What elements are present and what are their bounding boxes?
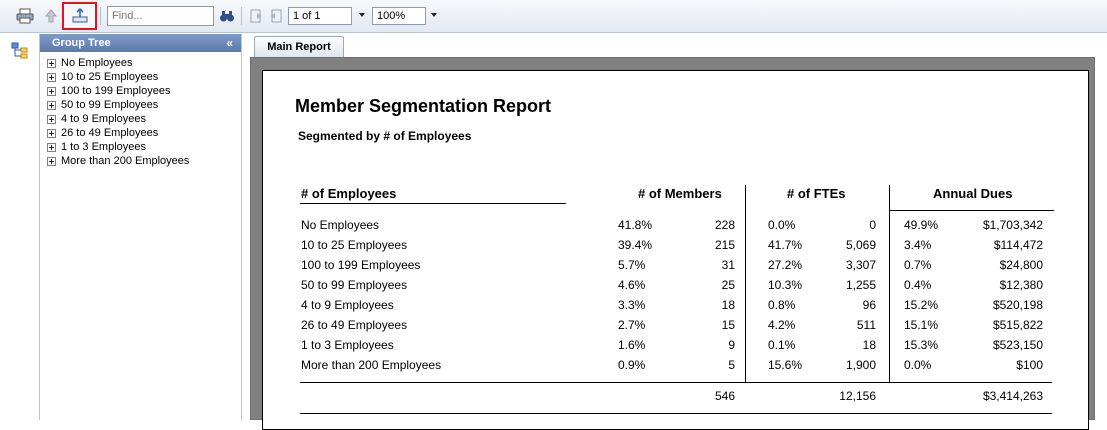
up-button[interactable] <box>40 5 62 27</box>
report-title: Member Segmentation Report <box>295 96 552 116</box>
cell-mem-cnt: 228 <box>714 218 735 232</box>
binoculars-icon <box>219 9 235 23</box>
zoom-select[interactable]: 100% <box>372 7 426 25</box>
tree-item-label[interactable]: 10 to 25 Employees <box>61 70 159 83</box>
toolbar-separator <box>241 7 242 25</box>
tree-item-label[interactable]: 50 to 99 Employees <box>61 98 159 111</box>
tree-item[interactable] <box>47 140 241 154</box>
cell-fte-cnt: 3,307 <box>845 258 876 272</box>
cell-dues-pct: 15.1% <box>904 318 939 332</box>
find-input[interactable] <box>107 6 214 26</box>
cell-dues-amt: $114,472 <box>993 238 1043 252</box>
cell-label: 26 to 49 Employees <box>301 318 408 332</box>
report-subtitle: Segmented by # of Employees <box>298 129 472 143</box>
export-icon <box>71 8 89 24</box>
cell-label: 10 to 25 Employees <box>301 238 408 252</box>
total-dues: $3,414,263 <box>982 389 1043 403</box>
first-page-icon <box>248 8 264 24</box>
cell-dues-amt: $523,150 <box>992 338 1043 352</box>
header-employees: # of Employees <box>301 186 397 201</box>
tree-item[interactable] <box>47 56 241 70</box>
total-ftes: 12,156 <box>839 389 876 403</box>
cell-dues-pct: 49.9% <box>904 218 939 232</box>
cell-mem-pct: 0.9% <box>618 358 646 372</box>
cell-dues-pct: 15.2% <box>904 298 939 312</box>
cell-dues-pct: 3.4% <box>904 238 932 252</box>
tree-item[interactable] <box>47 126 241 140</box>
tree-item-label[interactable]: 100 to 199 Employees <box>61 84 171 97</box>
group-tree-header <box>40 34 241 52</box>
cell-mem-cnt: 215 <box>714 238 735 252</box>
cell-dues-pct: 0.7% <box>904 258 932 272</box>
expand-icon[interactable] <box>47 73 56 82</box>
group-tree-title: Group Tree <box>52 37 111 49</box>
report-viewer <box>250 57 1095 420</box>
toolbar-separator <box>100 7 101 25</box>
group-tree-panel <box>40 34 242 420</box>
left-panel-strip <box>0 34 40 420</box>
report-page <box>262 70 1089 430</box>
column-divider <box>889 185 890 383</box>
expand-icon[interactable] <box>47 129 56 138</box>
tree-item[interactable] <box>47 84 241 98</box>
zoom-dropdown-arrow-icon[interactable] <box>431 13 437 17</box>
cell-mem-pct: 5.7% <box>618 258 646 272</box>
tree-icon <box>10 42 30 60</box>
cell-mem-pct: 3.3% <box>618 298 646 312</box>
cell-fte-pct: 0.0% <box>768 218 796 232</box>
main-area <box>243 34 1107 420</box>
cell-mem-pct: 1.6% <box>618 338 646 352</box>
cell-dues-amt: $515,822 <box>992 318 1043 332</box>
cell-label: No Employees <box>301 218 380 232</box>
cell-dues-pct: 0.4% <box>904 278 932 292</box>
header-underline <box>890 210 1054 211</box>
page-dropdown-arrow-icon[interactable] <box>359 13 365 17</box>
cell-fte-pct: 15.6% <box>768 358 803 372</box>
header-dues: Annual Dues <box>933 186 1013 201</box>
cell-fte-cnt: 1,900 <box>845 358 876 372</box>
expand-icon[interactable] <box>47 87 56 96</box>
cell-fte-cnt: 0 <box>869 218 876 232</box>
expand-icon[interactable] <box>47 157 56 166</box>
totals-separator <box>300 382 1052 383</box>
cell-fte-pct: 0.1% <box>768 338 796 352</box>
cell-dues-pct: 15.3% <box>904 338 939 352</box>
first-page-button[interactable] <box>245 5 267 27</box>
cell-fte-cnt: 1,255 <box>845 278 876 292</box>
tree-item[interactable] <box>47 70 241 84</box>
export-button[interactable] <box>64 4 95 28</box>
cell-fte-pct: 4.2% <box>768 318 796 332</box>
last-page-icon <box>268 8 284 24</box>
cell-dues-pct: 0.0% <box>904 358 932 372</box>
cell-dues-amt: $100 <box>1016 358 1043 372</box>
header-underline <box>300 203 566 204</box>
cell-mem-cnt: 18 <box>721 298 735 312</box>
cell-label: 4 to 9 Employees <box>301 298 394 312</box>
up-arrow-icon <box>44 8 58 24</box>
cell-mem-pct: 2.7% <box>618 318 646 332</box>
cell-dues-amt: $520,198 <box>992 298 1043 312</box>
cell-label: 100 to 199 Employees <box>301 258 421 272</box>
cell-mem-cnt: 15 <box>721 318 735 332</box>
cell-mem-pct: 41.8% <box>618 218 653 232</box>
tree-item[interactable] <box>47 112 241 126</box>
column-divider <box>745 185 746 383</box>
cell-fte-cnt: 18 <box>862 338 876 352</box>
cell-mem-cnt: 5 <box>728 358 735 372</box>
expand-icon[interactable] <box>47 59 56 68</box>
header-ftes: # of FTEs <box>787 186 846 201</box>
cell-dues-amt: $24,800 <box>999 258 1043 272</box>
cell-mem-cnt: 9 <box>728 338 735 352</box>
cell-label: 1 to 3 Employees <box>301 338 394 352</box>
cell-dues-amt: $1,703,342 <box>982 218 1043 232</box>
totals-bottom-line <box>300 413 1052 414</box>
toolbar <box>0 0 1107 33</box>
cell-dues-amt: $12,380 <box>999 278 1043 292</box>
cell-label: 50 to 99 Employees <box>301 278 408 292</box>
cell-label: More than 200 Employees <box>301 358 442 372</box>
cell-fte-pct: 10.3% <box>768 278 803 292</box>
find-button[interactable] <box>216 5 238 27</box>
cell-mem-cnt: 31 <box>721 258 735 272</box>
cell-fte-cnt: 5,069 <box>845 238 876 252</box>
tree-item-label[interactable]: No Employees <box>61 56 133 69</box>
cell-fte-pct: 27.2% <box>768 258 803 272</box>
cell-fte-pct: 41.7% <box>768 238 803 252</box>
tree-item-label[interactable]: 26 to 49 Employees <box>61 126 159 139</box>
cell-fte-pct: 0.8% <box>768 298 796 312</box>
cell-fte-cnt: 96 <box>862 298 876 312</box>
print-button[interactable] <box>14 5 36 27</box>
page-select[interactable]: 1 of 1 <box>288 7 352 25</box>
cell-fte-cnt: 511 <box>856 318 876 332</box>
print-icon <box>16 8 34 24</box>
group-tree-toggle-button[interactable] <box>10 42 30 60</box>
expand-icon[interactable] <box>47 101 56 110</box>
header-members: # of Members <box>638 186 722 201</box>
last-page-button[interactable] <box>265 5 287 27</box>
tab-main-report[interactable]: Main Report <box>254 36 344 57</box>
total-members: 546 <box>714 389 735 403</box>
tree-item[interactable] <box>47 154 241 168</box>
expand-icon[interactable] <box>47 115 56 124</box>
group-tree-list <box>40 56 241 168</box>
tree-item-label[interactable]: 1 to 3 Employees <box>61 140 146 153</box>
cell-mem-pct: 39.4% <box>618 238 653 252</box>
collapse-panel-icon[interactable]: « <box>226 36 233 50</box>
tree-item[interactable] <box>47 98 241 112</box>
tree-item-label[interactable]: 4 to 9 Employees <box>61 112 146 125</box>
expand-icon[interactable] <box>47 143 56 152</box>
tree-item-label[interactable]: More than 200 Employees <box>61 154 190 167</box>
cell-mem-cnt: 25 <box>721 278 735 292</box>
cell-mem-pct: 4.6% <box>618 278 646 292</box>
